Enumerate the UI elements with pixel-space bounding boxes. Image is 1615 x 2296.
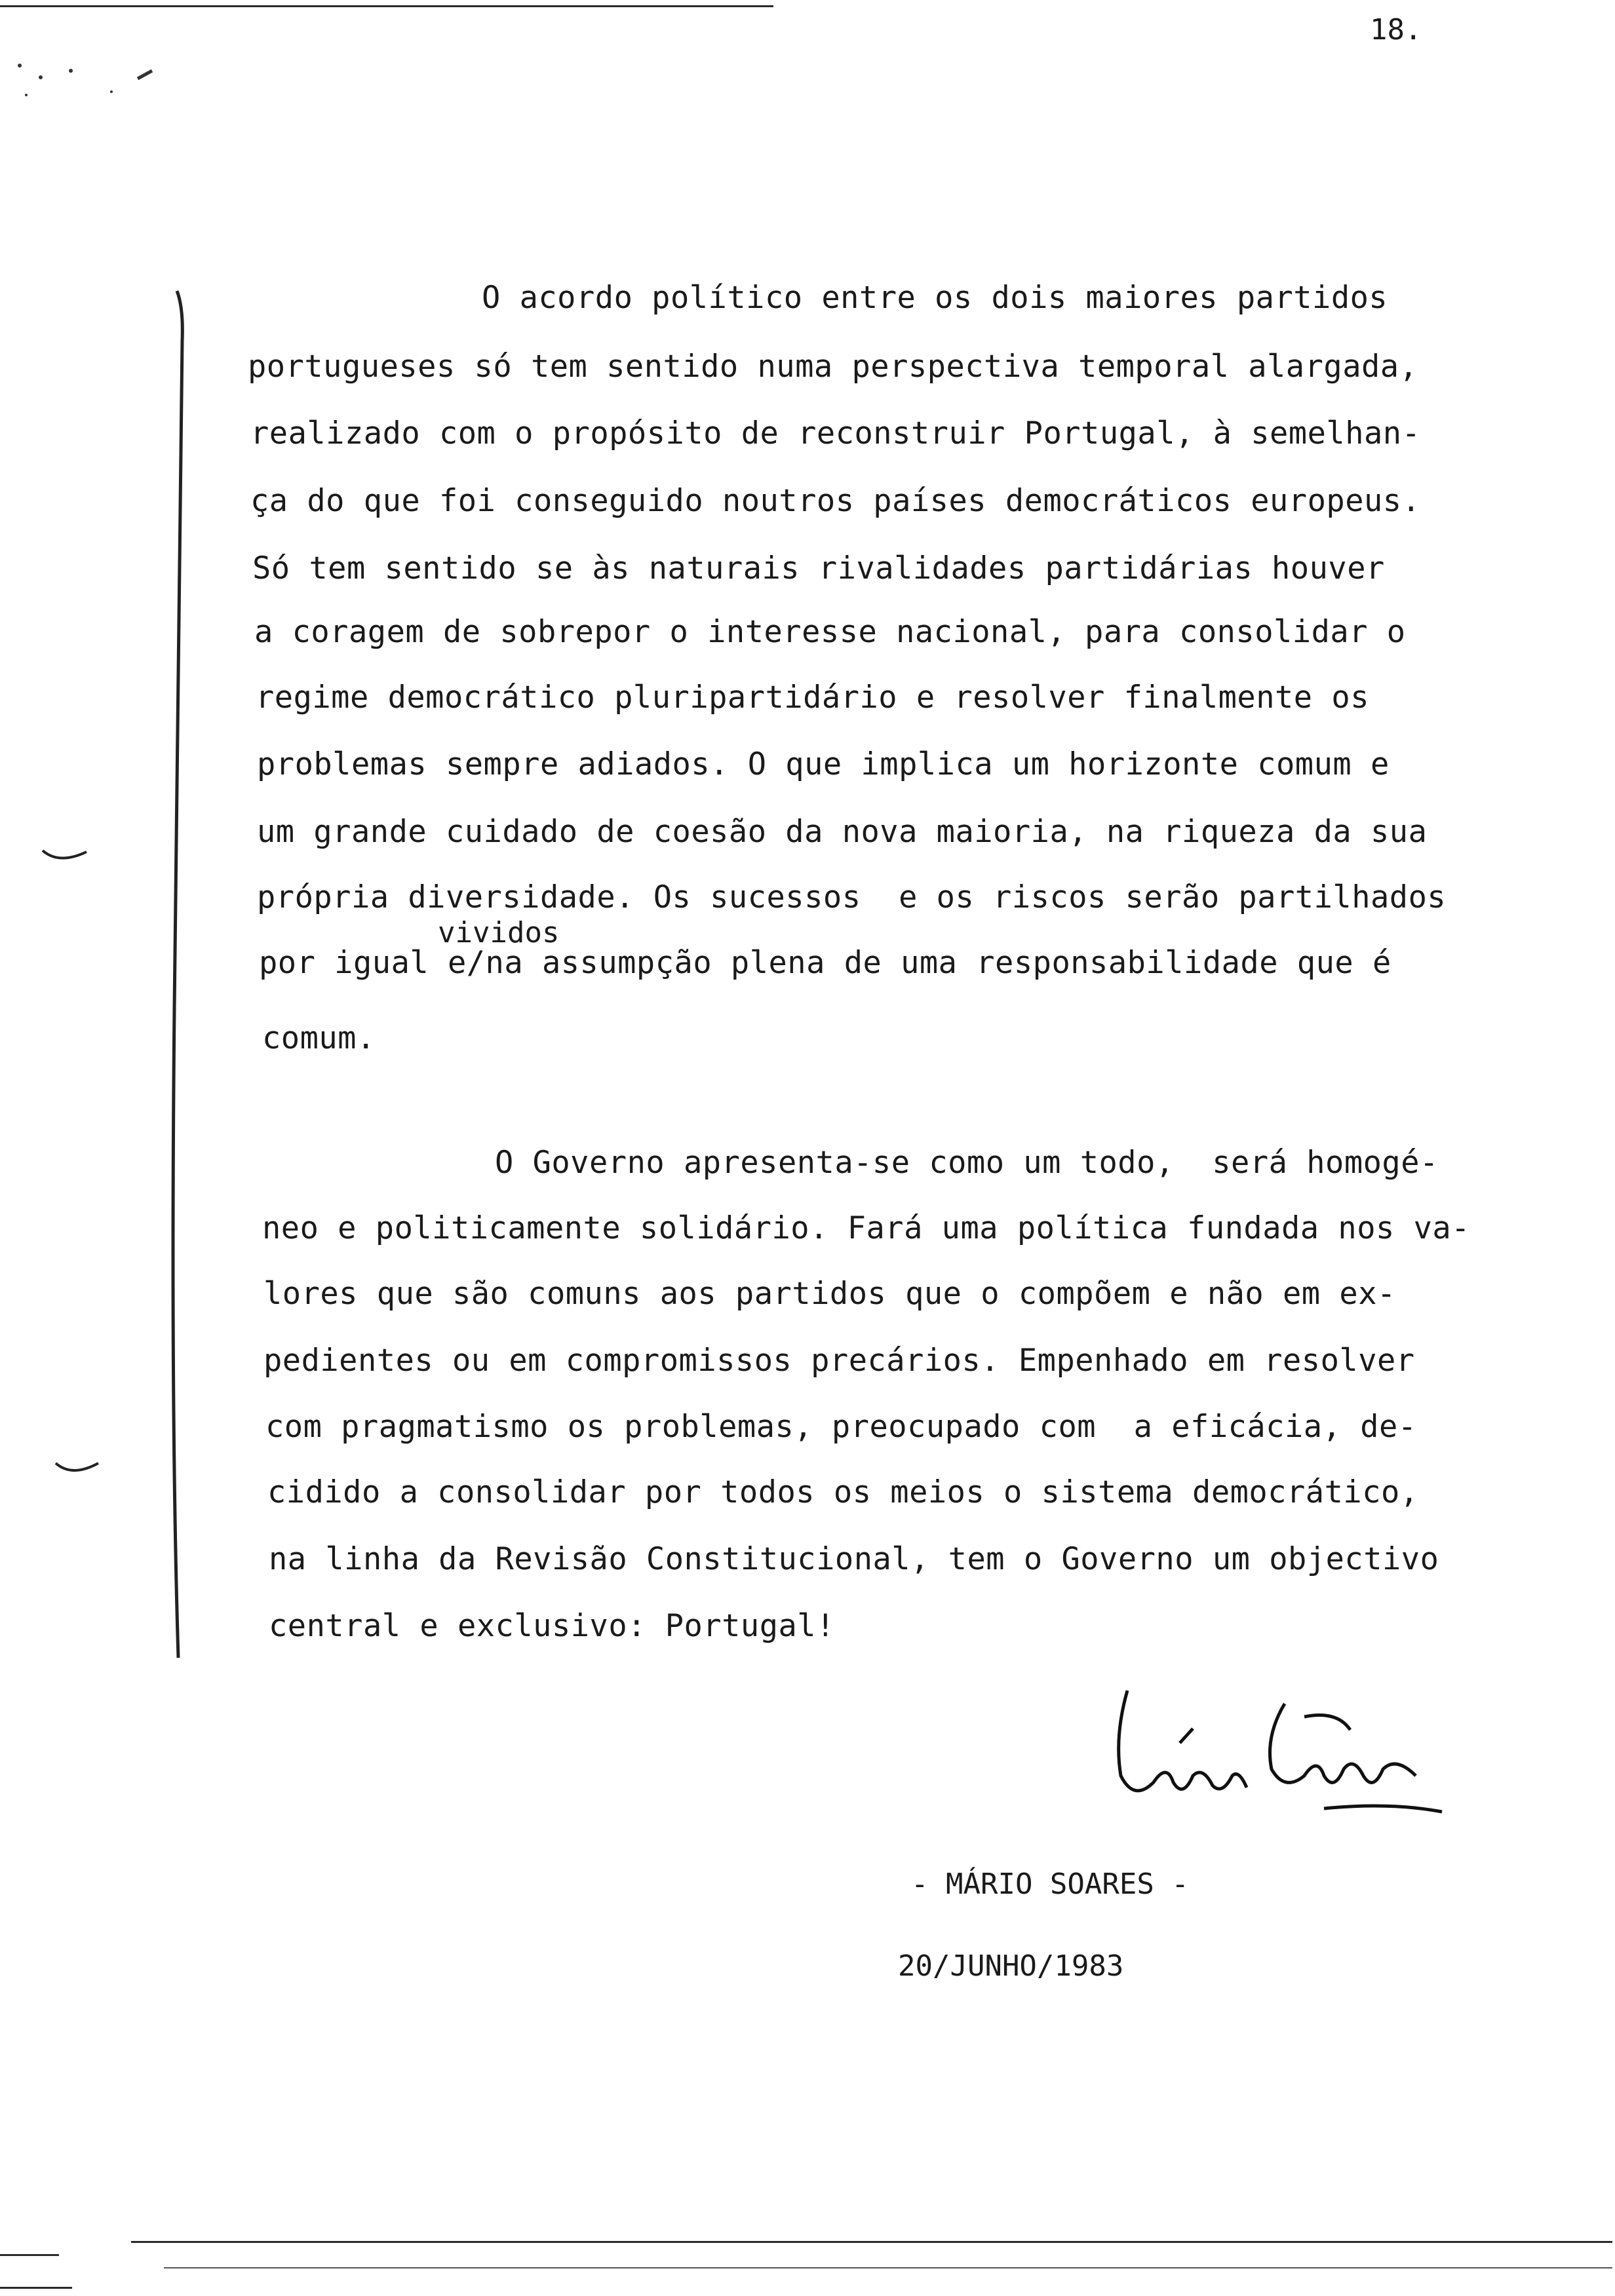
paragraph-1-line: um grande cuidado de coesão da nova maioria, na riqueza da sua (257, 814, 1428, 850)
scan-bottom-rule (164, 2267, 1612, 2268)
paragraph-2-line: com pragmatismo os problemas, preocupado com a eficácia, de- (265, 1409, 1417, 1445)
scan-bottom-rule (0, 2254, 59, 2256)
paragraph-1-line: Só tem sentido se às naturais rivalidades partidárias houver (252, 550, 1385, 586)
scan-bottom-rule (0, 2287, 72, 2289)
paragraph-1-line: por igual e/na assumpção plena de uma responsabilidade que é (259, 945, 1391, 981)
paragraph-1-line: regime democrático pluripartidário e resolver finalmente os (256, 679, 1369, 716)
paragraph-1-line: comum. (262, 1020, 376, 1056)
paragraph-2-line: cidido a consolidar por todos os meios o sistema democrático, (267, 1474, 1419, 1510)
paragraph-2-line: pedientes ou em compromissos precários. Empenhado em resolver (263, 1343, 1415, 1379)
paragraph-2-line: O Governo apresenta-se como um todo, será homogé- (495, 1145, 1439, 1181)
margin-tick-mark (52, 1458, 105, 1484)
page-number: 18. (1370, 13, 1422, 47)
paragraph-1-line: ça do que foi conseguido noutros países democráticos europeus. (250, 483, 1421, 519)
scan-top-rule (0, 5, 773, 7)
paragraph-1-line: problemas sempre adiados. O que implica um horizonte comum e (257, 746, 1390, 782)
margin-bracket (169, 288, 195, 1664)
handwritten-signature (1075, 1677, 1481, 1848)
interlinear-insertion: vividos (438, 916, 560, 949)
paragraph-2-line: central e exclusivo: Portugal! (269, 1608, 835, 1644)
margin-tick-mark (39, 845, 92, 871)
scan-bottom-rule (131, 2241, 1612, 2243)
paragraph-1-line: O acordo político entre os dois maiores partidos (482, 280, 1388, 316)
signatory-name: - MÁRIO SOARES - (911, 1867, 1189, 1901)
paragraph-1-line: própria diversidade. Os sucessos e os riscos serão partilhados (257, 879, 1447, 915)
paragraph-1-line: a coragem de sobrepor o interesse nacional, para consolidar o (254, 614, 1406, 650)
scan-specks (0, 39, 197, 124)
paragraph-2-line: neo e politicamente solidário. Fará uma política fundada nos va- (262, 1210, 1470, 1246)
paragraph-2-line: na linha da Revisão Constitucional, tem o Governo um objectivo (269, 1541, 1439, 1577)
paragraph-1-line: portugueses só tem sentido numa perspectiva temporal alargada, (248, 349, 1418, 385)
signature-date: 20/JUNHO/1983 (898, 1949, 1124, 1983)
paragraph-1-line: realizado com o propósito de reconstruir Portugal, à semelhan- (250, 415, 1421, 451)
paragraph-2-line: lores que são comuns aos partidos que o compõem e não em ex- (263, 1276, 1396, 1312)
